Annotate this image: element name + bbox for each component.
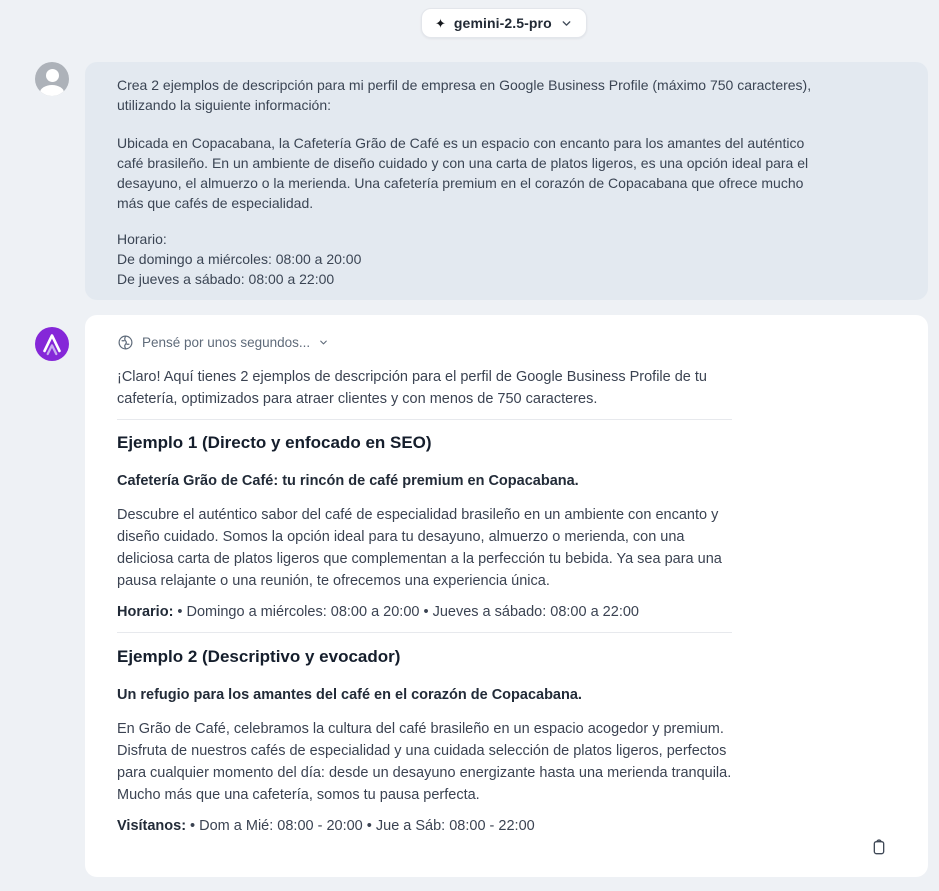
copy-button[interactable] [867, 836, 891, 860]
schedule-label: Horario: [117, 604, 174, 620]
sparkle-icon: ✦ [435, 15, 446, 31]
model-name-label: gemini-2.5-pro [453, 15, 552, 31]
example-1-body: Descubre el auténtico sabor del café de especialidad brasileño en un ambiente con encanto y diseño cuidado. Somos la opción ideal para tu desayuno, almuerzo o merienda, con una deliciosa carta de platos ligeros que complementan a la perfección tu bebida. Ya sea para una pausa relajante o una reunión, te ofrecemos una experiencia única. [117, 507, 722, 589]
brain-icon [117, 334, 134, 351]
user-message-bubble [85, 62, 928, 300]
user-silhouette-icon [46, 69, 59, 82]
model-selector-dropdown[interactable] [421, 8, 587, 38]
schedule-line: De jueves a sábado: 08:00 a 22:00 [117, 271, 335, 287]
example-1-schedule [117, 602, 732, 622]
example-1-heading: Ejemplo 1 (Directo y enfocado en SEO) [117, 433, 432, 452]
divider [117, 632, 732, 633]
chevron-down-icon [318, 337, 329, 348]
user-message-paragraph: Crea 2 ejemplos de descripción para mi perfil de empresa en Google Business Profile (máximo 750 caracteres), utilizando la siguiente información: [117, 77, 812, 113]
divider [117, 419, 732, 420]
schedule-line: De domingo a miércoles: 08:00 a 20:00 [117, 251, 362, 267]
assistant-message-card [85, 315, 928, 877]
schedule-text: • Dom a Mié: 08:00 - 20:00 • Jue a Sáb: 08:00 - 22:00 [190, 818, 535, 834]
schedule-label: Visítanos: [117, 818, 187, 834]
thinking-label: Pensé por unos segundos... [142, 335, 311, 350]
user-avatar [35, 62, 69, 96]
user-message-schedule [117, 229, 817, 289]
example-2-body: En Grão de Café, celebramos la cultura del café brasileño en un espacio acogedor y premium. Disfruta de nuestros cafés de especialidad y una cuidada selección de platos ligeros, perfectos para cualquier momento del día: desde un desayuno energizante hasta una merienda tranquila. Mucho más que una cafetería, somos tu pausa perfecta. [117, 721, 732, 803]
example-2-tagline: Un refugio para los amantes del café en el corazón de Copacabana. [117, 687, 582, 703]
schedule-text: • Domingo a miércoles: 08:00 a 20:00 • Jueves a sábado: 08:00 a 22:00 [177, 604, 639, 620]
example-2-schedule [117, 816, 732, 836]
user-message-paragraph: Ubicada en Copacabana, la Cafetería Grão de Café es un espacio con encanto para los amantes del auténtico café brasileño. En un ambiente de diseño cuidado y con una carta de platos ligeros, es una opción ideal para el desayuno, el almuerzo o la merienda. Una cafetería premium en el corazón de Copacabana que ofrece mucho más que cafés de especialidad. [117, 135, 809, 211]
assistant-logo-icon [35, 327, 69, 361]
assistant-avatar [35, 327, 69, 361]
example-1-tagline: Cafetería Grão de Café: tu rincón de café premium en Copacabana. [117, 473, 579, 489]
chevron-down-icon [560, 17, 573, 30]
assistant-intro-text: ¡Claro! Aquí tienes 2 ejemplos de descripción para el perfil de Google Business Profile de tu cafetería, optimizados para atraer clientes y con menos de 750 caracteres. [117, 369, 707, 407]
schedule-title: Horario: [117, 231, 167, 247]
clipboard-icon [871, 838, 887, 859]
example-2-heading: Ejemplo 2 (Descriptivo y evocador) [117, 647, 401, 666]
thinking-toggle[interactable] [117, 334, 329, 351]
